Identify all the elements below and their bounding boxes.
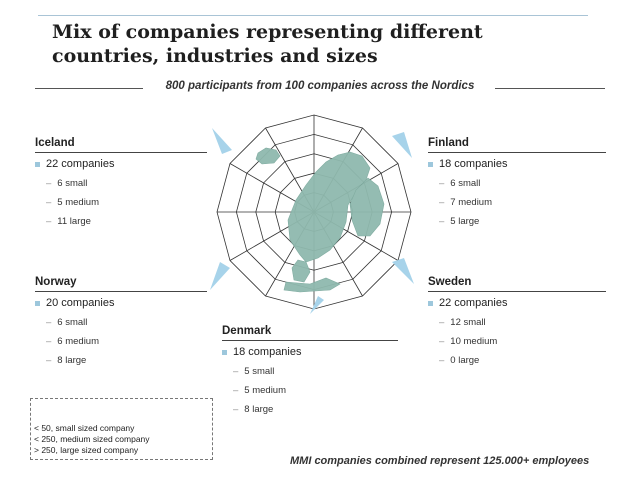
size-large: – 0 large [439,355,480,366]
arrow-icon-denmark [310,296,324,314]
size-small-label: 6 small [57,178,88,189]
company-total: 18 companies [439,158,508,170]
size-large: – 8 large [233,404,274,415]
country-block-denmark [222,325,398,415]
nordic-map-icon [256,148,384,292]
size-medium-label: 7 medium [450,197,493,208]
legend-medium: < 250, medium sized company [34,434,150,444]
size-medium: – 10 medium [439,336,498,347]
country-name: Norway [35,276,207,292]
country-block-iceland [35,137,207,227]
company-count [35,158,207,170]
size-small-label: 5 small [244,366,275,377]
subtitle: 800 participants from 100 companies across the Nordics [165,80,475,92]
size-large-label: 11 large [57,216,91,227]
size-large-label: 8 large [244,404,274,415]
size-small: – 6 small [439,178,481,189]
arrow-icon-iceland [212,128,232,154]
arrow-icon-sweden [392,258,414,284]
size-large: – 5 large [439,216,480,227]
country-block-norway [35,276,207,366]
size-large: – 11 large [46,216,91,227]
size-large-label: 0 large [450,355,480,366]
size-large-label: 8 large [57,355,87,366]
size-medium-label: 5 medium [244,385,287,396]
size-medium: – 7 medium [439,197,493,208]
size-legend-box [30,398,213,460]
arrow-icon-norway [210,262,230,290]
size-small-label: 12 small [450,317,486,328]
title-line-1: Mix of companies representing different [52,21,483,43]
size-small: – 6 small [46,178,88,189]
legend-small: < 50, small sized company [34,423,135,433]
size-medium: – 6 medium [46,336,100,347]
footer-note: MMI companies combined represent 125.000+ employees [290,455,590,467]
title-line-2: countries, industries and sizes [52,45,378,67]
company-total: 22 companies [439,297,508,309]
bullet-square-icon [222,350,227,355]
company-total: 20 companies [46,297,115,309]
country-name: Iceland [35,137,207,153]
company-total: 18 companies [233,346,302,358]
bullet-square-icon [35,162,40,167]
country-block-finland [428,137,606,227]
company-count [428,297,606,309]
size-medium-label: 6 medium [57,336,100,347]
size-large: – 8 large [46,355,87,366]
size-large-label: 5 large [450,216,480,227]
country-name: Denmark [222,325,398,341]
legend-large: > 250, large sized company [34,445,139,455]
size-medium: – 5 medium [233,385,287,396]
size-small-label: 6 small [57,317,88,328]
company-total: 22 companies [46,158,115,170]
company-count [428,158,606,170]
size-medium: – 5 medium [46,197,100,208]
size-small: – 6 small [46,317,88,328]
arrow-icon-finland [392,132,412,158]
country-name: Finland [428,137,606,153]
bullet-square-icon [428,301,433,306]
country-block-sweden [428,276,606,366]
company-count [35,297,207,309]
company-count [222,346,398,358]
size-medium-label: 5 medium [57,197,100,208]
bullet-square-icon [35,301,40,306]
size-medium-label: 10 medium [450,336,498,347]
bullet-square-icon [428,162,433,167]
size-small: – 5 small [233,366,275,377]
size-small: – 12 small [439,317,486,328]
country-name: Sweden [428,276,606,292]
size-small-label: 6 small [450,178,481,189]
